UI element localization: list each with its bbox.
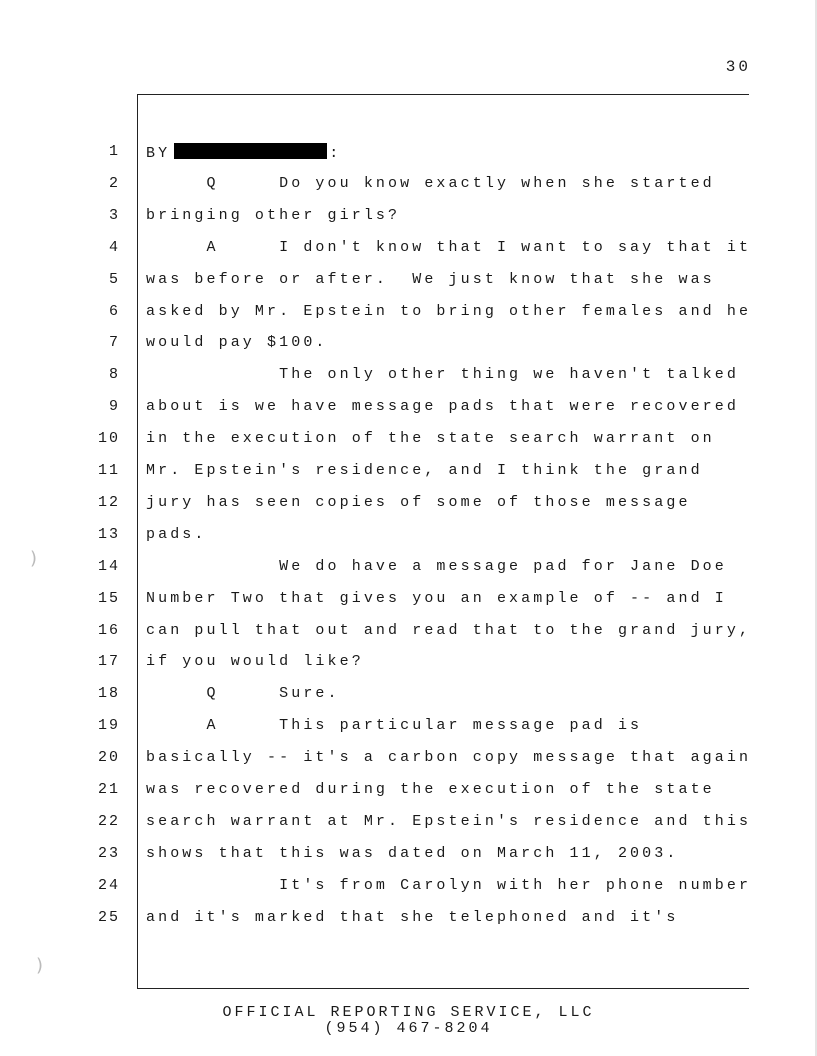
transcript-frame-left	[137, 94, 138, 988]
transcript-line: in the execution of the state search warrant on	[146, 430, 715, 448]
transcript-line: basically -- it's a carbon copy message that again	[146, 749, 752, 767]
line-number: 2	[108, 174, 120, 192]
transcript-line: bringing other girls?	[146, 206, 401, 224]
transcript-line: Q Do you know exactly when she started	[146, 174, 715, 192]
transcript-line: would pay $100.	[146, 334, 328, 352]
line-number: 25	[97, 908, 120, 926]
transcript-line: shows that this was dated on March 11, 2003.	[146, 844, 679, 862]
line-number: 15	[97, 589, 120, 607]
line-number: 7	[108, 334, 120, 352]
line-number: 14	[97, 557, 120, 575]
footer-company: OFFICIAL REPORTING SERVICE, LLC	[222, 1004, 595, 1021]
speaker-suffix: :	[329, 145, 342, 162]
line-number: 9	[108, 398, 120, 416]
transcript-line: was before or after. We just know that she was	[146, 270, 715, 288]
line-number: 24	[97, 876, 120, 894]
transcript-frame-top	[137, 94, 749, 95]
transcript-line: Q Sure.	[146, 685, 340, 703]
transcript-line: Mr. Epstein's residence, and I think the grand	[146, 462, 703, 479]
line-number: 10	[97, 430, 120, 448]
line-number: 12	[97, 493, 120, 511]
line-number: 16	[97, 621, 120, 639]
transcript-line: can pull that out and read that to the grand jury,	[146, 621, 752, 639]
line-number: 4	[108, 238, 120, 256]
line-number: 19	[97, 717, 120, 735]
transcript-line: if you would like?	[146, 653, 364, 671]
hole-punch-mark: )	[36, 955, 44, 976]
redaction-bar	[174, 143, 327, 159]
transcript-line: jury has seen copies of some of those message	[146, 493, 691, 511]
line-number: 18	[97, 685, 120, 703]
line-number: 23	[97, 844, 120, 862]
transcript-line: asked by Mr. Epstein to bring other females and he	[146, 302, 752, 320]
line-number: 22	[97, 812, 120, 830]
page-number: 30	[725, 58, 751, 76]
transcript-line: about is we have message pads that were recovered	[146, 398, 739, 416]
transcript-line: The only other thing we haven't talked	[146, 366, 739, 384]
line-number: 17	[97, 653, 120, 671]
hole-punch-mark: )	[30, 548, 38, 569]
line-number: 13	[97, 525, 120, 543]
transcript-line: and it's marked that she telephoned and it's	[146, 908, 679, 926]
line-number: 8	[108, 366, 120, 384]
line-number: 11	[97, 462, 120, 479]
transcript-line: A This particular message pad is	[146, 717, 643, 735]
transcript-frame-bottom	[137, 988, 749, 989]
transcript-line: It's from Carolyn with her phone number	[146, 876, 752, 894]
transcript-line: A I don't know that I want to say that it	[146, 238, 752, 256]
line-number: 5	[108, 270, 120, 288]
transcript-line: was recovered during the execution of the state	[146, 781, 715, 798]
transcript-line: Number Two that gives you an example of -- and I	[146, 589, 727, 607]
line-number: 20	[97, 749, 120, 767]
transcript-line: We do have a message pad for Jane Doe	[146, 557, 727, 575]
transcript-line: pads.	[146, 525, 207, 543]
footer-phone: (954) 467-8204	[324, 1020, 493, 1037]
transcript-line: search warrant at Mr. Epstein's residence and this	[146, 812, 752, 830]
line-number: 6	[108, 302, 120, 320]
line-number: 1	[108, 143, 120, 160]
line-number: 3	[108, 206, 120, 224]
transcript-line	[146, 143, 341, 162]
speaker-prefix: BY	[146, 145, 171, 162]
line-number: 21	[97, 781, 120, 798]
